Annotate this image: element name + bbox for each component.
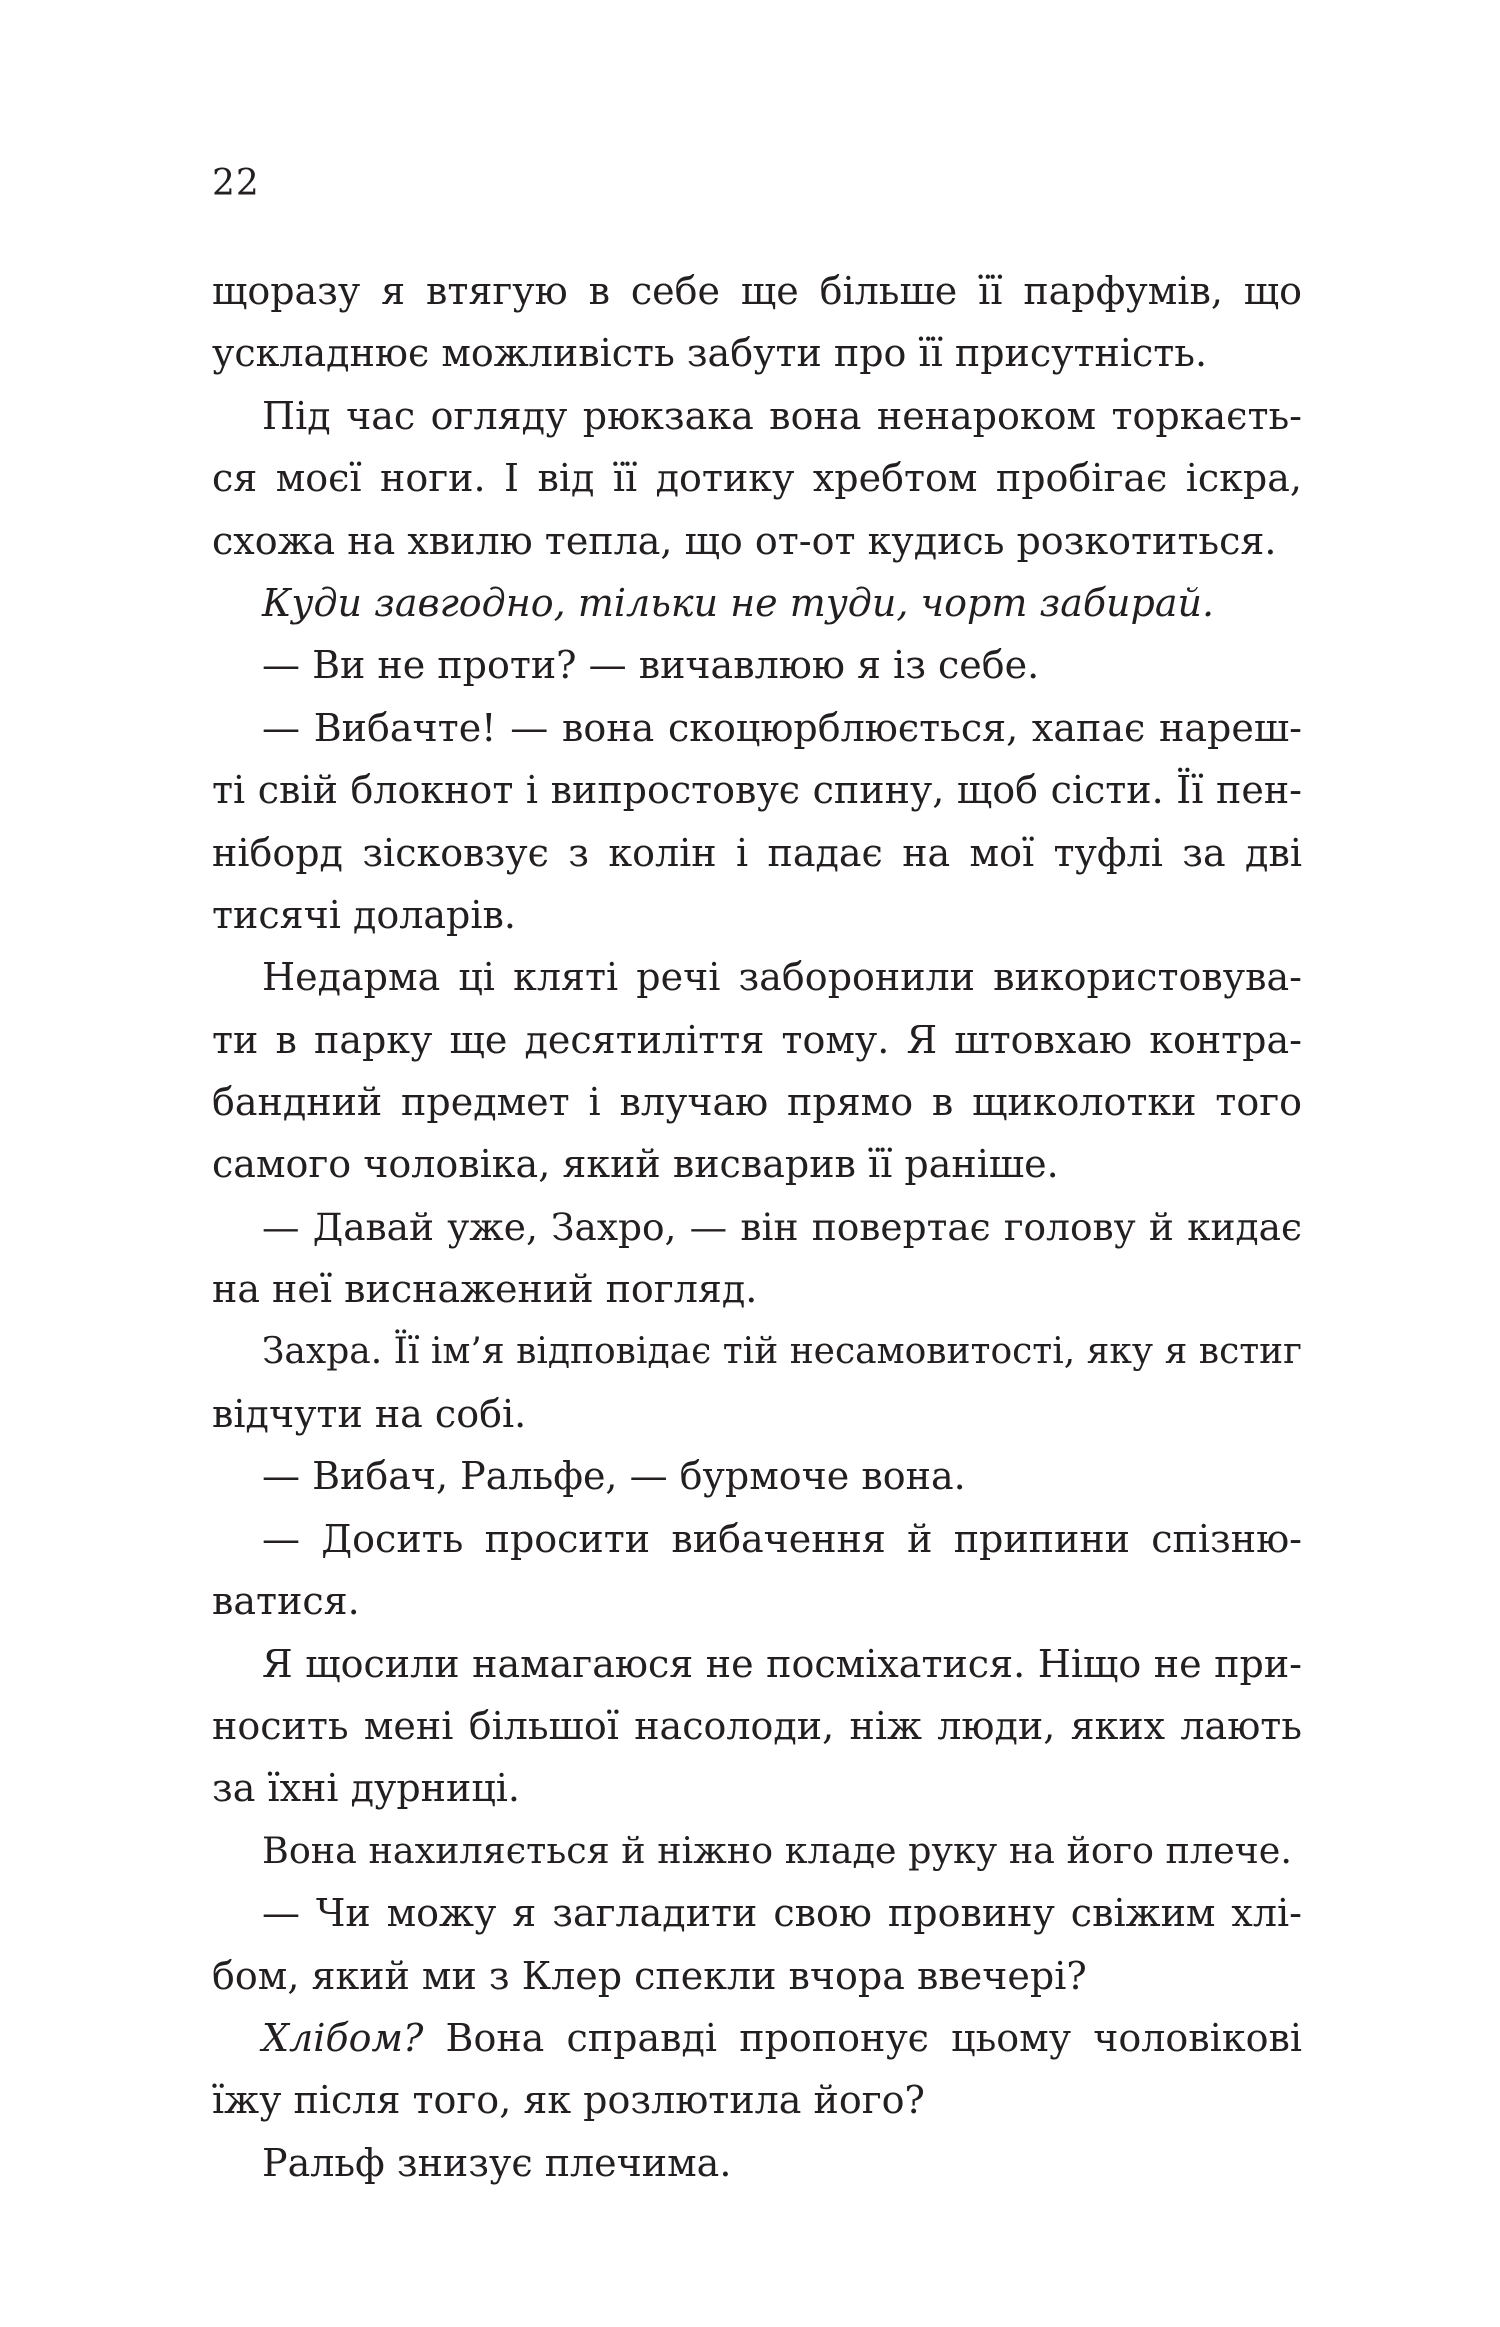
text-line: [212, 697, 1302, 759]
line-text: ті свій блокнот і випростовує спину, щоб сісти. Її пен-: [212, 768, 1302, 813]
line-text: Недарма ці кляті речі заборонили використовува-: [262, 955, 1302, 1000]
text-line: [212, 1009, 1302, 1071]
line-text: тисячі доларів.: [212, 892, 516, 937]
text-line: [212, 1695, 1302, 1757]
line-text: бандний предмет і влучаю прямо в щиколотки того: [212, 1080, 1302, 1125]
text-line: [212, 1508, 1302, 1570]
line-text: їжу після того, як розлютила його?: [212, 2078, 925, 2123]
italic-text: Хлібом?: [262, 2015, 424, 2060]
line-text: — Ви не проти? — вичавлюю я із себе.: [262, 643, 1040, 688]
body-text: [212, 260, 1302, 2194]
line-text: відчути на собі.: [212, 1392, 527, 1437]
text-line: [212, 1945, 1302, 2007]
text-line: [212, 884, 1302, 946]
line-text: на неї виснажений погляд.: [212, 1267, 758, 1312]
text-line: [212, 2132, 1302, 2194]
text-line: [212, 634, 1302, 696]
text-line: [212, 2007, 1302, 2069]
line-text: щоразу я втягую в себе ще більше її парфумів, що: [212, 269, 1302, 313]
text-line: [212, 572, 1302, 634]
line-text: за їхні дурниці.: [212, 1766, 521, 1811]
page-number: 22: [212, 163, 260, 204]
line-text: — Досить просити вибачення й припини спізню-: [262, 1516, 1302, 1561]
line-text: носить мені більшої насолоди, ніж люди, яких лають: [212, 1703, 1302, 1748]
text-line: [212, 510, 1302, 572]
text-line: [212, 1196, 1302, 1258]
text-line: [212, 1570, 1302, 1632]
text-line: [212, 385, 1302, 447]
text-line: [212, 1383, 1302, 1445]
text-line: [212, 1133, 1302, 1195]
text-line: [212, 946, 1302, 1008]
line-text: — Давай уже, Захро, — він повертає голову й кидає: [262, 1204, 1302, 1249]
italic-text: Куди завгодно, тільки не туди, чорт забирай.: [262, 580, 1215, 625]
line-text: ти в парку ще десятиліття тому. Я штовхаю контра-: [212, 1017, 1302, 1062]
line-text: Захра. Її ім’я відповідає тій несамовитості, яку я встиг: [262, 1330, 1302, 1372]
text-line: [212, 822, 1302, 884]
text-line: [212, 260, 1302, 322]
line-text: — Вибачте! — вона скоцюрблюється, хапає нареш-: [262, 705, 1302, 750]
line-text: ватися.: [212, 1579, 360, 1624]
line-text: бом, який ми з Клер спекли вчора ввечері?: [212, 1953, 1087, 1998]
line-text: Під час огляду рюкзака вона ненароком торкаєть-: [262, 393, 1302, 438]
line-text: ніборд зісковзує з колін і падає на мої туфлі за дві: [212, 830, 1302, 875]
text-line: [212, 1820, 1302, 1882]
text-line: [212, 1633, 1302, 1695]
text-line: [212, 1321, 1302, 1383]
text-line: [212, 2069, 1302, 2131]
line-text: Ральф знизує плечима.: [262, 2140, 732, 2185]
text-line: [212, 447, 1302, 509]
text-line: [212, 1071, 1302, 1133]
line-text: ся моєї ноги. І від її дотику хребтом пробігає іскра,: [212, 456, 1302, 501]
text-line: [212, 1757, 1302, 1819]
text-line: [212, 1882, 1302, 1944]
line-text: Я щосили намагаюся не посміхатися. Ніщо не при-: [262, 1641, 1302, 1686]
line-text: самого чоловіка, який висварив її раніше.: [212, 1142, 1059, 1187]
line-text: — Вибач, Ральфе, — бурмоче вона.: [262, 1454, 966, 1499]
line-text: Вона справді пропонує цьому чоловікові: [423, 2015, 1302, 2060]
line-text: — Чи можу я загладити свою провину свіжим хлі-: [262, 1891, 1302, 1936]
line-text: схожа на хвилю тепла, що от-от кудись розкотиться.: [212, 518, 1277, 563]
line-text: Вона нахиляється й ніжно кладе руку на його плече.: [262, 1828, 1293, 1872]
text-line: [212, 1445, 1302, 1507]
text-line: [212, 1258, 1302, 1320]
text-line: [212, 759, 1302, 821]
text-line: [212, 322, 1302, 384]
line-text: ускладнює можливість забути про її присутність.: [212, 331, 1208, 376]
